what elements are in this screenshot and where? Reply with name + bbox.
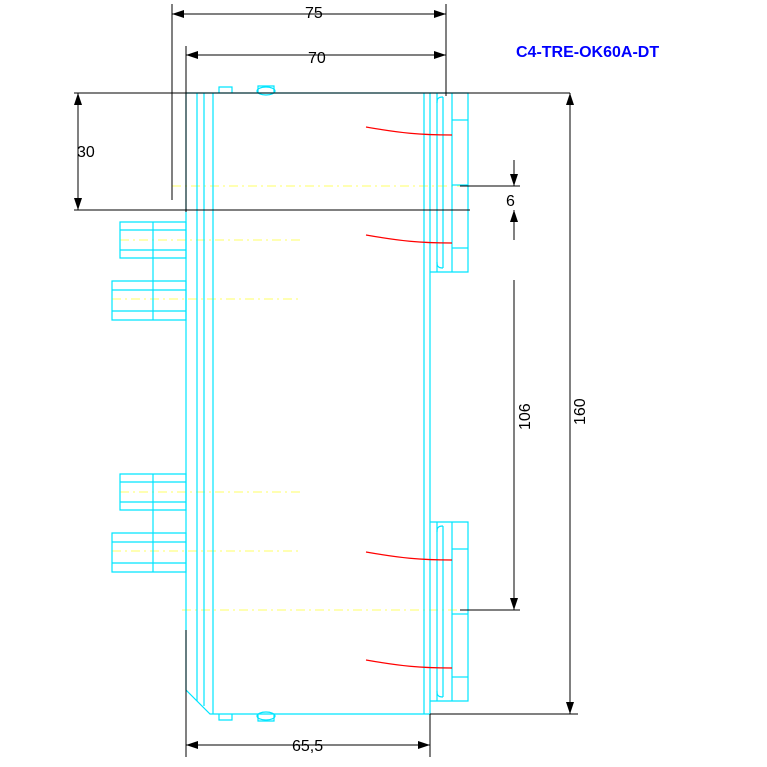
part-number-label: C4-TRE-OK60A-DT bbox=[516, 44, 660, 61]
part-outline bbox=[112, 86, 468, 721]
dimension-lines bbox=[74, 4, 578, 757]
dimension-label-160: 160 bbox=[572, 398, 589, 425]
dimension-label-65-5: 65,5 bbox=[292, 738, 324, 755]
dimension-label-70: 70 bbox=[308, 50, 326, 67]
dimension-label-30: 30 bbox=[77, 144, 95, 161]
leader-lines bbox=[366, 127, 452, 668]
dimension-label-6: 6 bbox=[506, 193, 515, 210]
dimension-label-106: 106 bbox=[517, 403, 534, 430]
dimension-label-75: 75 bbox=[305, 5, 323, 22]
